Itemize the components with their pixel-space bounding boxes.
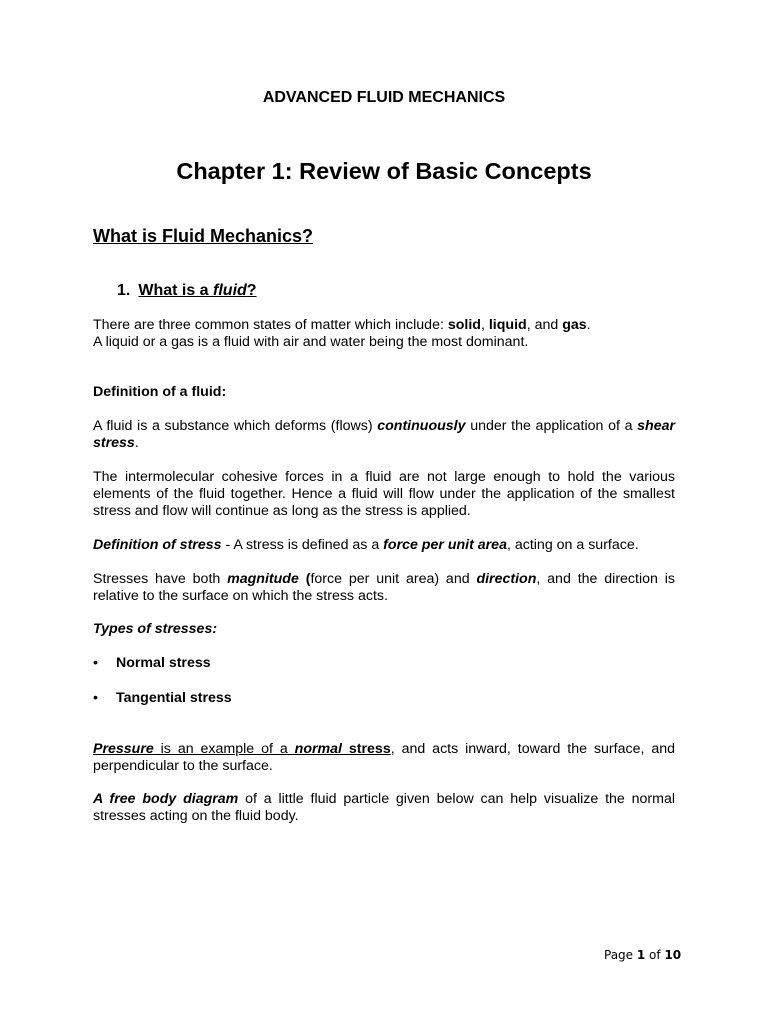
text-run: force per unit area) and bbox=[310, 571, 477, 587]
question-number: 1. bbox=[117, 282, 131, 299]
text-run: A fluid is a substance which deforms (flows) bbox=[93, 418, 378, 434]
term-normal: normal bbox=[294, 741, 342, 757]
definition-heading: Definition of a fluid: bbox=[93, 384, 227, 400]
question-prefix: What is a bbox=[138, 282, 214, 299]
total-pages: 10 bbox=[664, 948, 682, 962]
text-run: under the application of a bbox=[465, 418, 638, 434]
paragraph-states-of-matter bbox=[93, 317, 675, 351]
paragraph-stress-definition bbox=[93, 537, 675, 554]
paragraph-cohesive-forces: The intermolecular cohesive forces in a fluid are not large enough to hold the various elements of the fluid together. Hence a fluid will flow under the application of the smallest stress and flow will continue as long as the stress is applied. bbox=[93, 469, 675, 519]
text-run: ( bbox=[298, 571, 311, 587]
section-heading: What is Fluid Mechanics? bbox=[93, 226, 314, 246]
text-run: , bbox=[480, 317, 489, 333]
text-run: A liquid or a gas is a fluid with air and water being the most dominant. bbox=[93, 334, 529, 350]
term-stress: stress bbox=[341, 741, 391, 757]
term-shear-stress: shear stress bbox=[93, 418, 675, 451]
text-run: of a little fluid particle given below can help visualize the normal stresses acting on the fluid body. bbox=[93, 791, 675, 824]
paragraph-free-body-diagram bbox=[93, 791, 675, 825]
text-run: , and the direction is relative to the surface on which the stress acts. bbox=[93, 571, 675, 604]
text-run: - A stress is defined as a bbox=[221, 537, 384, 553]
text-run: , acting on a surface. bbox=[506, 537, 639, 553]
text-run: Stresses have both bbox=[93, 571, 228, 587]
bullet-dot: • bbox=[93, 690, 98, 706]
term-liquid: liquid bbox=[488, 317, 527, 333]
term-solid: solid bbox=[447, 317, 481, 333]
course-title: ADVANCED FLUID MECHANICS bbox=[262, 89, 506, 106]
text-run: There are three common states of matter which include: bbox=[93, 317, 448, 333]
text-run: is an example of a bbox=[153, 741, 295, 757]
question-heading bbox=[117, 281, 257, 300]
paragraph-magnitude-direction bbox=[93, 571, 675, 605]
chapter-title: Chapter 1: Review of Basic Concepts bbox=[176, 158, 592, 184]
text-run: . bbox=[586, 317, 591, 333]
term-pressure: Pressure bbox=[93, 741, 154, 757]
term-gas: gas bbox=[562, 317, 587, 333]
page-label: Page bbox=[604, 948, 637, 962]
text-run: , and acts inward, toward the surface, and perpendicular to the surface. bbox=[93, 741, 676, 774]
paragraph-pressure bbox=[93, 741, 675, 775]
term-direction: direction bbox=[476, 571, 537, 587]
page-of-label: of bbox=[645, 948, 665, 962]
paragraph-fluid-definition bbox=[93, 418, 675, 452]
types-heading: Types of stresses: bbox=[93, 621, 218, 637]
term-force-per-unit-area: force per unit area bbox=[383, 537, 507, 553]
term-free-body-diagram: A free body diagram bbox=[93, 791, 239, 807]
list-item-label: Normal stress bbox=[116, 655, 211, 671]
text-run: , and bbox=[526, 317, 563, 333]
question-text bbox=[138, 282, 256, 299]
question-emphasis: fluid bbox=[213, 282, 247, 299]
term-magnitude: magnitude bbox=[227, 571, 299, 587]
bullet-dot: • bbox=[93, 655, 98, 671]
text-run: . bbox=[134, 435, 139, 451]
term-continuously: continuously bbox=[377, 418, 466, 434]
question-suffix: ? bbox=[246, 282, 257, 299]
list-item-label: Tangential stress bbox=[116, 690, 232, 706]
current-page: 1 bbox=[636, 948, 646, 962]
term-definition-of-stress: Definition of stress bbox=[93, 537, 222, 553]
page-number bbox=[604, 947, 681, 963]
